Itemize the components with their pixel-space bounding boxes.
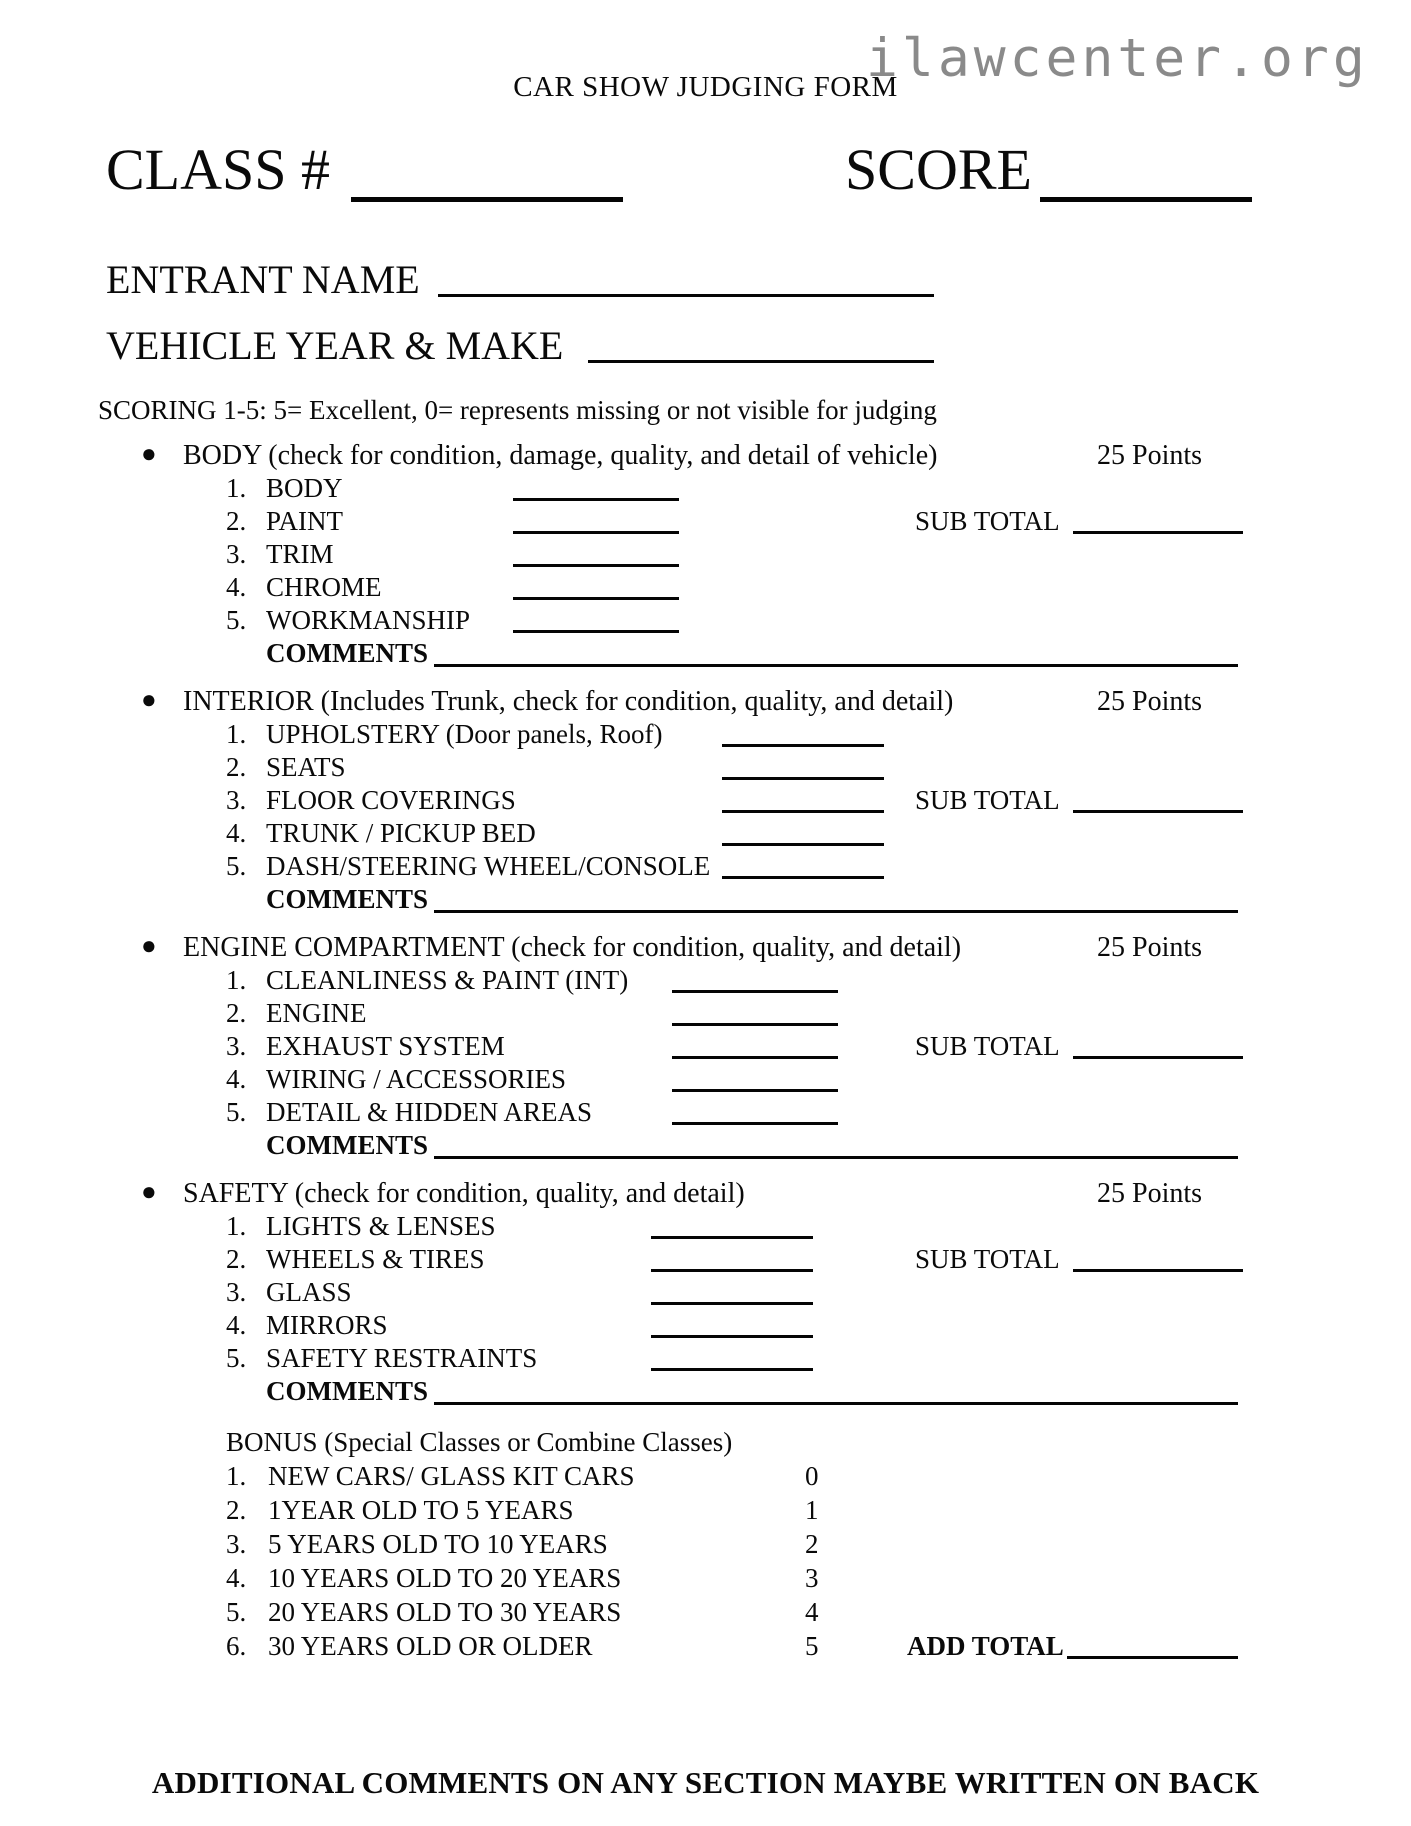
item-label: TRIM: [266, 539, 334, 569]
bonus-item-value: 2: [805, 1529, 819, 1559]
class-label: CLASS #: [106, 137, 331, 202]
item-score-blank[interactable]: [513, 531, 679, 534]
bonus-item-value: 5: [805, 1631, 819, 1661]
subtotal-label: SUB TOTAL: [915, 1031, 1060, 1061]
footer-note: ADDITIONAL COMMENTS ON ANY SECTION MAYBE WRITTEN ON BACK: [151, 1765, 1260, 1800]
bonus-item-row: [0, 1595, 1411, 1629]
entrant-name-label: ENTRANT NAME: [106, 257, 420, 302]
item-number: 2.: [226, 998, 247, 1028]
item-score-blank[interactable]: [513, 498, 679, 501]
bonus-item-number: 3.: [226, 1529, 247, 1559]
item-label: WIRING / ACCESSORIES: [266, 1064, 567, 1094]
item-label: BODY: [266, 473, 343, 503]
vehicle-year-make-label: VEHICLE YEAR & MAKE: [106, 323, 564, 368]
item-score-blank[interactable]: [672, 1122, 838, 1125]
item-number: 2.: [226, 752, 247, 782]
subtotal-label: SUB TOTAL: [915, 506, 1060, 536]
comments-blank[interactable]: [434, 664, 1238, 667]
section-header: [0, 440, 1411, 472]
page-title: CAR SHOW JUDGING FORM: [513, 71, 898, 103]
section-title: SAFETY (check for condition, quality, and detail): [183, 1178, 745, 1209]
comments-row: [0, 1129, 1411, 1162]
bonus-title: BONUS (Special Classes or Combine Classes): [226, 1427, 733, 1457]
item-label: WORKMANSHIP: [266, 605, 471, 635]
item-row: [0, 850, 1411, 883]
item-number: 3.: [226, 785, 247, 815]
bonus-item-number: 4.: [226, 1563, 247, 1593]
item-score-blank[interactable]: [722, 810, 884, 813]
item-score-blank[interactable]: [672, 1089, 838, 1092]
comments-label: COMMENTS: [266, 638, 428, 668]
class-score-row: [0, 132, 1411, 208]
section-points: 25 Points: [1097, 1178, 1203, 1209]
section-points: 25 Points: [1097, 932, 1203, 963]
item-score-blank[interactable]: [722, 843, 884, 846]
comments-row: [0, 883, 1411, 916]
comments-label: COMMENTS: [266, 884, 428, 914]
item-number: 5.: [226, 605, 247, 635]
bonus-header: [0, 1426, 1411, 1459]
item-label: DETAIL & HIDDEN AREAS: [266, 1097, 593, 1127]
item-row: [0, 1096, 1411, 1129]
add-total-blank[interactable]: [1067, 1656, 1238, 1659]
bullet-icon: ●: [141, 931, 157, 960]
item-number: 5.: [226, 1097, 247, 1127]
bonus-item-value: 4: [805, 1597, 819, 1627]
subtotal-blank[interactable]: [1073, 810, 1243, 813]
item-score-blank[interactable]: [672, 990, 838, 993]
score-blank[interactable]: [1040, 197, 1252, 202]
bonus-item-row: [0, 1561, 1411, 1595]
item-score-blank[interactable]: [651, 1236, 813, 1239]
bonus-item-number: 5.: [226, 1597, 247, 1627]
bullet-icon: ●: [141, 439, 157, 468]
item-label: GLASS: [266, 1277, 352, 1307]
bullet-icon: ●: [141, 685, 157, 714]
watermark: ilawcenter.org: [866, 28, 1369, 89]
item-score-blank[interactable]: [672, 1056, 838, 1059]
section-title: ENGINE COMPARTMENT (check for condition, quality, and detail): [183, 932, 962, 963]
comments-blank[interactable]: [434, 1402, 1238, 1405]
item-row: [0, 1276, 1411, 1309]
item-row: [0, 1210, 1411, 1243]
item-label: TRUNK / PICKUP BED: [266, 818, 536, 848]
bonus-item-value: 3: [805, 1563, 819, 1593]
subtotal-label: SUB TOTAL: [915, 1244, 1060, 1274]
item-row: [0, 1342, 1411, 1375]
section-interior: [0, 686, 1411, 916]
class-number-blank[interactable]: [351, 197, 623, 202]
item-label: EXHAUST SYSTEM: [266, 1031, 505, 1061]
item-label: SEATS: [266, 752, 346, 782]
item-number: 2.: [226, 506, 247, 536]
item-label: CHROME: [266, 572, 382, 602]
add-total-label: ADD TOTAL: [907, 1631, 1064, 1661]
item-row: [0, 964, 1411, 997]
bonus-item-row: [0, 1493, 1411, 1527]
item-score-blank[interactable]: [722, 777, 884, 780]
item-score-blank[interactable]: [651, 1269, 813, 1272]
item-label: PAINT: [266, 506, 344, 536]
item-label: CLEANLINESS & PAINT (INT): [266, 965, 629, 995]
item-label: FLOOR COVERINGS: [266, 785, 516, 815]
scoring-note-row: [0, 396, 1411, 424]
item-number: 5.: [226, 1343, 247, 1373]
bonus-item-label: 10 YEARS OLD TO 20 YEARS: [268, 1563, 622, 1593]
section-safety: [0, 1178, 1411, 1408]
item-row: [0, 1030, 1411, 1063]
item-number: 2.: [226, 1244, 247, 1274]
score-label: SCORE: [845, 137, 1032, 202]
comments-blank[interactable]: [434, 910, 1238, 913]
section-header: [0, 932, 1411, 964]
item-label: ENGINE: [266, 998, 367, 1028]
item-label: SAFETY RESTRAINTS: [266, 1343, 538, 1373]
entrant-name-blank[interactable]: [438, 294, 934, 297]
item-row: [0, 1063, 1411, 1096]
item-label: MIRRORS: [266, 1310, 388, 1340]
bonus-item-value: 0: [805, 1461, 819, 1491]
item-label: UPHOLSTERY (Door panels, Roof): [266, 719, 663, 749]
item-score-blank[interactable]: [651, 1302, 813, 1305]
item-number: 1.: [226, 1211, 247, 1241]
item-score-blank[interactable]: [672, 1023, 838, 1026]
section-points: 25 Points: [1097, 440, 1203, 471]
bonus-item-label: 20 YEARS OLD TO 30 YEARS: [268, 1597, 622, 1627]
comments-label: COMMENTS: [266, 1130, 428, 1160]
item-row: [0, 604, 1411, 637]
item-row: [0, 997, 1411, 1030]
item-number: 1.: [226, 965, 247, 995]
item-score-blank[interactable]: [513, 564, 679, 567]
section-header: [0, 686, 1411, 718]
item-label: WHEELS & TIRES: [266, 1244, 485, 1274]
item-score-blank[interactable]: [513, 630, 679, 633]
item-row: [0, 817, 1411, 850]
section-header: [0, 1178, 1411, 1210]
item-number: 3.: [226, 1031, 247, 1061]
item-score-blank[interactable]: [722, 744, 884, 747]
bullet-icon: ●: [141, 1177, 157, 1206]
bonus-item-value: 1: [805, 1495, 819, 1525]
item-row: [0, 751, 1411, 784]
item-number: 4.: [226, 572, 247, 602]
item-number: 4.: [226, 1310, 247, 1340]
bonus-item-number: 2.: [226, 1495, 247, 1525]
item-number: 3.: [226, 539, 247, 569]
item-row: [0, 538, 1411, 571]
item-row: [0, 1309, 1411, 1342]
item-number: 1.: [226, 719, 247, 749]
bonus-section: [0, 1426, 1411, 1663]
subtotal-blank[interactable]: [1073, 1056, 1243, 1059]
item-row: [0, 571, 1411, 604]
comments-row: [0, 637, 1411, 670]
section-title: BODY (check for condition, damage, quality, and detail of vehicle): [183, 440, 938, 471]
subtotal-label: SUB TOTAL: [915, 785, 1060, 815]
item-score-blank[interactable]: [722, 876, 884, 879]
section-engine-compartment: [0, 932, 1411, 1162]
item-number: 5.: [226, 851, 247, 881]
item-label: LIGHTS & LENSES: [266, 1211, 496, 1241]
item-row: [0, 472, 1411, 505]
bonus-item-number: 6.: [226, 1631, 247, 1661]
bonus-item-number: 1.: [226, 1461, 247, 1491]
bonus-item-label: NEW CARS/ GLASS KIT CARS: [268, 1461, 635, 1491]
bonus-item-row: [0, 1459, 1411, 1493]
vehicle-year-make-blank[interactable]: [588, 360, 934, 363]
item-score-blank[interactable]: [651, 1335, 813, 1338]
bonus-item-row: [0, 1629, 1411, 1663]
item-number: 3.: [226, 1277, 247, 1307]
item-score-blank[interactable]: [513, 597, 679, 600]
section-points: 25 Points: [1097, 686, 1203, 717]
item-row: [0, 1243, 1411, 1276]
subtotal-blank[interactable]: [1073, 531, 1243, 534]
sections-container: [0, 440, 1411, 1408]
bonus-item-label: 5 YEARS OLD TO 10 YEARS: [268, 1529, 608, 1559]
item-number: 4.: [226, 818, 247, 848]
bonus-item-row: [0, 1527, 1411, 1561]
bonus-item-label: 1YEAR OLD TO 5 YEARS: [268, 1495, 574, 1525]
item-number: 4.: [226, 1064, 247, 1094]
comments-label: COMMENTS: [266, 1376, 428, 1406]
section-title: INTERIOR (Includes Trunk, check for condition, quality, and detail): [183, 686, 954, 717]
item-number: 1.: [226, 473, 247, 503]
item-row: [0, 784, 1411, 817]
bonus-item-label: 30 YEARS OLD OR OLDER: [268, 1631, 593, 1661]
item-row: [0, 718, 1411, 751]
section-body: [0, 440, 1411, 670]
subtotal-blank[interactable]: [1073, 1269, 1243, 1272]
entrant-name-row: [0, 258, 1411, 302]
item-label: DASH/STEERING WHEEL/CONSOLE: [266, 851, 711, 881]
item-score-blank[interactable]: [651, 1368, 813, 1371]
comments-row: [0, 1375, 1411, 1408]
item-row: [0, 505, 1411, 538]
vehicle-year-make-row: [0, 324, 1411, 368]
scoring-note: SCORING 1-5: 5= Excellent, 0= represents missing or not visible for judging: [98, 395, 937, 425]
comments-blank[interactable]: [434, 1156, 1238, 1159]
